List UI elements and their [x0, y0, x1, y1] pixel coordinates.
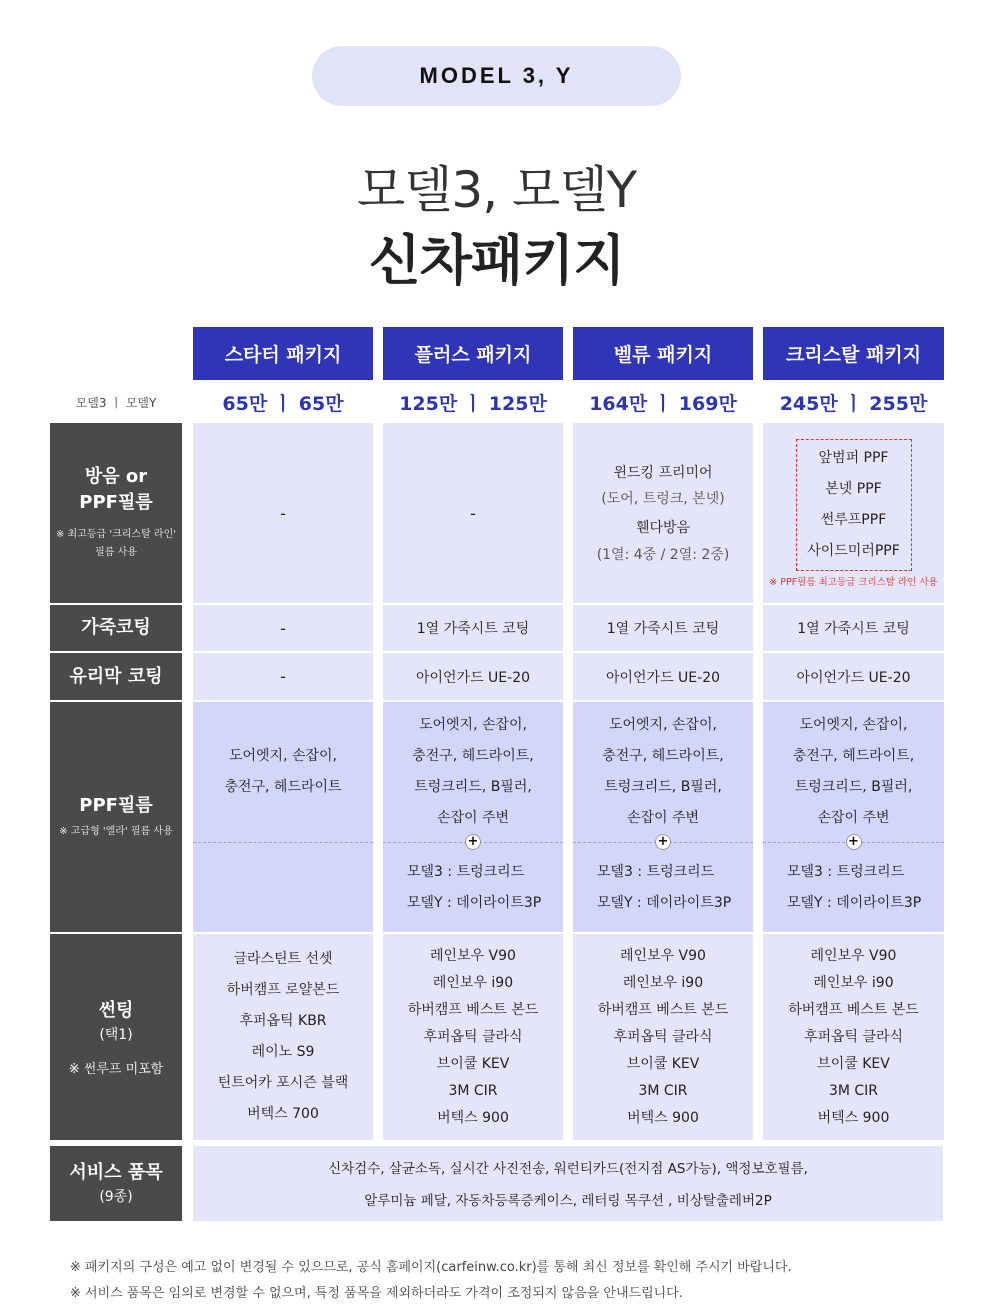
list-item: 후퍼옵틱 클라식 — [803, 1028, 904, 1045]
row-note: ※ 썬루프 미포함 — [68, 1061, 164, 1077]
list-item: 레인보우 V90 — [430, 947, 516, 964]
list-item: 3M CIR — [828, 1082, 879, 1099]
plus-icon: + — [655, 834, 671, 850]
row-header-ppf — [50, 702, 182, 932]
row-note: 필름 사용 — [95, 547, 137, 558]
list-item: 레인보우 i90 — [432, 974, 514, 991]
list-item: 버텍스 900 — [817, 1109, 890, 1126]
cell-glass-value: 아이언가드 UE-20 — [573, 653, 753, 700]
page-title-line1: 모델3, 모델Y — [356, 161, 637, 219]
plus-icon: + — [465, 834, 481, 850]
list-item: 손잡이 주변 — [817, 810, 890, 826]
plus-icon: + — [846, 834, 862, 850]
cell-service — [193, 1146, 943, 1221]
row-header-leather — [50, 605, 182, 651]
row-label: PPF필름 — [79, 492, 153, 513]
list-item: 모델3 : 트렁크리드 — [597, 863, 715, 880]
package-header-crystal: 크리스탈 패키지 — [763, 327, 944, 380]
list-item: 트렁크리드, B필러, — [794, 779, 913, 795]
list-item: 틴트어카 포시즌 블랙 — [217, 1075, 349, 1091]
row-label: 유리막 코팅 — [69, 665, 163, 687]
package-header-plus: 플러스 패키지 — [383, 327, 563, 380]
list-item: 모델Y : 데이라이트3P — [597, 894, 732, 911]
list-item: 도어엣지, 손잡이, — [799, 717, 908, 733]
cell-leather-plus: 1열 가죽시트 코팅 — [383, 605, 563, 651]
list-item: 하버캠프 베스트 본드 — [597, 1001, 729, 1018]
list-item: 레인보우 i90 — [813, 974, 894, 991]
list-item: 모델Y : 데이라이트3P — [407, 894, 542, 911]
cell-sound-crystal — [763, 423, 944, 603]
cell-ppf-value — [573, 702, 753, 932]
cell-leather-starter: - — [193, 605, 373, 651]
list-item: 버텍스 700 — [247, 1106, 319, 1122]
list-item: 손잡이 주변 — [436, 810, 510, 826]
price-value: 164만 ㅣ 169만 — [589, 392, 737, 415]
list-item: 후퍼옵틱 KBR — [239, 1013, 327, 1029]
package-header-value: 벨류 패키지 — [573, 327, 753, 380]
list-item: 레인보우 V90 — [810, 947, 897, 964]
list-item: 레인보우 V90 — [620, 947, 706, 964]
cell-sound-plus: - — [383, 423, 563, 603]
list-item: 브이쿨 KEV — [436, 1055, 510, 1072]
list-item: 충전구, 헤드라이트 — [224, 779, 342, 795]
ppf-dashed-box — [796, 439, 912, 571]
row-note: ※ 고급형 '엘라' 필름 사용 — [59, 826, 173, 837]
list-item: 3M CIR — [448, 1082, 498, 1099]
cell-tint-value — [573, 934, 753, 1140]
price-starter: 65만 ㅣ 65만 — [222, 392, 344, 415]
service-line: 신차검수, 살균소독, 실시간 사진전송, 워런티카드(전지점 AS가능), 액정보호필름, — [328, 1160, 808, 1177]
list-item: 휀다방음 — [635, 520, 691, 536]
list-item: (1열: 4중 / 2열: 2중) — [596, 547, 730, 563]
list-item: 도어엣지, 손잡이, — [418, 717, 528, 733]
cell-sound-starter: - — [193, 423, 373, 603]
footer-note: ※ 서비스 품목은 임의로 변경할 수 없으며, 특정 품목을 제외하더라도 가격이 조정되지 않음을 안내드립니다. — [70, 1286, 683, 1301]
list-item: 도어엣지, 손잡이, — [608, 717, 718, 733]
list-item: 모델3 : 트렁크리드 — [787, 863, 905, 880]
cell-tint-plus — [383, 934, 563, 1140]
list-item: 후퍼옵틱 클라식 — [613, 1028, 713, 1045]
row-label: PPF필름 — [79, 795, 153, 816]
model-badge: MODEL 3, Y — [312, 46, 681, 106]
row-label-paren: (9종) — [99, 1188, 133, 1205]
cell-leather-crystal: 1열 가죽시트 코팅 — [763, 605, 944, 651]
list-item: 버텍스 900 — [437, 1109, 509, 1126]
list-item: 충전구, 헤드라이트, — [412, 748, 534, 764]
list-item: 트렁크리드, B필러, — [604, 779, 722, 795]
cell-tint-crystal — [763, 934, 944, 1140]
row-label: 방음 or — [84, 466, 148, 487]
footer-note: ※ 패키지의 구성은 예고 없이 변경될 수 있으므로, 공식 홈페이지(carfeinw.co.kr)를 통해 최신 정보를 확인해 주시기 바랍니다. — [70, 1260, 792, 1275]
price-crystal: 245만 ㅣ 255만 — [779, 392, 928, 415]
model-label: 모델3 ㅣ 모델Y — [75, 395, 157, 410]
list-item: 글라스틴트 선셋 — [233, 951, 333, 967]
list-item: 후퍼옵틱 클라식 — [423, 1028, 523, 1045]
list-item: 하버캠프 베스트 본드 — [407, 1001, 539, 1018]
list-item: 모델3 : 트렁크리드 — [407, 863, 525, 880]
package-header-starter: 스타터 패키지 — [193, 327, 373, 380]
list-item: 손잡이 주변 — [626, 810, 700, 826]
list-item: 썬루프PPF — [820, 511, 887, 528]
row-header-service — [50, 1146, 182, 1221]
cell-glass-starter: - — [193, 653, 373, 700]
row-header-tint — [50, 934, 182, 1140]
list-item: 충전구, 헤드라이트, — [792, 748, 915, 764]
row-label: 썬팅 — [98, 999, 134, 1021]
list-item: 하버캠프 로얄본드 — [226, 982, 340, 998]
cell-sound-value — [573, 423, 753, 603]
row-label: 서비스 품목 — [69, 1161, 163, 1183]
cell-tint-starter — [193, 934, 373, 1140]
page-title-line2: 신차패키지 — [368, 229, 625, 292]
list-item: 3M CIR — [638, 1082, 688, 1099]
cell-glass-crystal: 아이언가드 UE-20 — [763, 653, 944, 700]
cell-ppf-plus — [383, 702, 563, 932]
row-label-paren: (택1) — [99, 1026, 133, 1043]
list-item: 브이쿨 KEV — [626, 1055, 700, 1072]
cell-ppf-starter — [193, 702, 373, 932]
list-item: 모델Y : 데이라이트3P — [787, 894, 922, 911]
cell-leather-value: 1열 가죽시트 코팅 — [573, 605, 753, 651]
cell-ppf-crystal — [763, 702, 944, 932]
list-item: 레이노 S9 — [251, 1044, 315, 1060]
list-item: 앞범퍼 PPF — [818, 449, 889, 466]
list-item: 본넷 PPF — [825, 480, 882, 497]
row-header-glass — [50, 653, 182, 700]
price-plus: 125만 ㅣ 125만 — [399, 392, 547, 415]
crystal-line-note: ※ PPF필름 최고등급 크리스탈 라인 사용 — [769, 576, 938, 588]
list-item: 충전구, 헤드라이트, — [602, 748, 724, 764]
list-item: 도어엣지, 손잡이, — [228, 748, 338, 764]
service-line: 알루미늄 페달, 자동차등록증케이스, 레터링 목쿠션 , 비상탈출레버2P — [364, 1192, 772, 1209]
list-item: 사이드미러PPF — [807, 542, 900, 559]
cell-glass-plus: 아이언가드 UE-20 — [383, 653, 563, 700]
row-note: ※ 최고등급 '크리스탈 라인' — [55, 529, 176, 540]
list-item: 버텍스 900 — [627, 1109, 699, 1126]
divider — [193, 842, 373, 843]
list-item: 레인보우 i90 — [622, 974, 704, 991]
list-item: (도어, 트렁크, 본넷) — [601, 491, 725, 507]
row-header-sound — [50, 423, 182, 603]
list-item: 하버캠프 베스트 본드 — [788, 1001, 919, 1018]
list-item: 브이쿨 KEV — [817, 1055, 890, 1072]
list-item: 윈드킹 프리미어 — [613, 465, 713, 481]
row-label: 가죽코팅 — [81, 617, 151, 638]
list-item: 트렁크리드, B필러, — [414, 779, 532, 795]
